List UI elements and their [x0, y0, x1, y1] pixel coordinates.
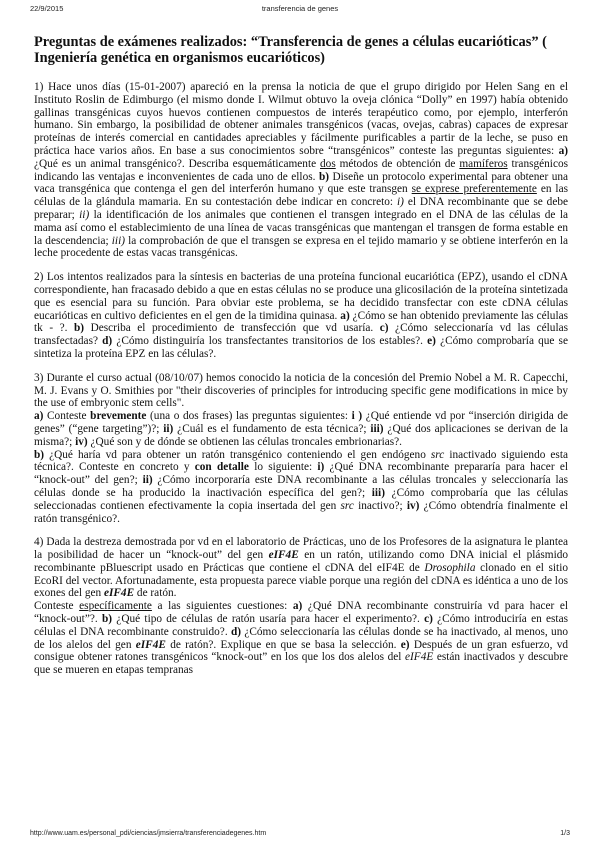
page-number: 1/3: [560, 830, 570, 837]
question-2: 2) Los intentos realizados para la síntesis en bacterias de una proteína funcional eucariótica (EPZ), usando el cDNA correspondiente, han fracasado debido a que en estas células no se produce una glicosilación de la proteína sintetizada que es esencial para su función. Para obviar este problema, se ha decidido transfectar con este cDNA células eucarióticas en cultivo deficientes en el gen de la timidina quinasa. a) ¿Cómo se han obtenido previamente las células tk - ?. b) Describa el procedimiento de transfección que vd usaría. c) ¿Cómo seleccionaría vd las células transfectadas? d) ¿Cómo distinguiría los transfectantes transitorios de los estables?. e) ¿Cómo comprobaría que se sintetiza la proteína EPZ en las células?.: [34, 271, 569, 360]
print-page-title: transferencia de genes: [261, 4, 339, 13]
question-1: 1) Hace unos días (15-01-2007) apareció en la prensa la noticia de que el grupo dirigido por Helen Sang en el Instituto Roslin de Edimburgo (el mismo donde I. Wilmut obtuvo la oveja clónica “Dolly” en 1997) había obtenido gallinas transgénicas cuyos huevos contienen compuestos de interés terapéutico como, por ejemplo, interferón humano. Sin embargo, la posibilidad de obtener animales transgénicos (vacas, ovejas, cabras) capaces de expresar proteínas de interés comercial en cantidades apreciables y fácilmente purificables a partir de la leche, se puso en práctica hace varios años. En base a sus conocimientos sobre “transgénicos” conteste las preguntas siguientes: a) ¿Qué es un animal transgénico?. Describa esquemáticamente dos métodos de obtención de mamíferos transgénicos indicando las ventajas e inconvenientes de cada uno de ellos. b) Diseñe un protocolo experimental para obtener una vaca transgénica que contenga el gen del interferón humano y que este transgen se exprese preferentemente en las células de la glándula mamaria. En su contestación debe indicar en concreto: i) el DNA recombinante que se debe preparar; ii) la identificación de los animales que contienen el transgen integrado en el DNA de las células de la mama así como el establecimiento de una línea de vacas transgénicas que mantengan el transgen de forma estable en la descendencia; iii) la comprobación de que el transgen se expresa en el tejido mamario y se obtiene interferón en la leche procedente de estas vacas transgénicas.: [34, 81, 569, 260]
document-title: Preguntas de exámenes realizados: “Transferencia de genes a células eucarióticas” ( Ingeniería genética en organismos eucarióticos): [34, 34, 547, 66]
print-footer: [0, 830, 600, 842]
print-date: 22/9/2015: [30, 4, 64, 13]
document-body: [34, 34, 568, 677]
question-4: 4) Dada la destreza demostrada por vd en el laboratorio de Prácticas, uno de los Profesores de la asignatura le plantea la posibilidad de hacer un “knock-out” del gen eIF4E en un ratón, utilizando como DNA inicial el plásmido recombinante pBluescript usado en Prácticas que contiene el cDNA del eIF4E de Drosophila clonado en el sitio EcoRI del vector. Afortunadamente, esta propuesta parece viable porque una región del cDNA es idéntica a uno de los exones del gen eIF4E de ratón. Conteste específicamente a las siguientes cuestiones: a) ¿Qué DNA recombinante construiría vd para hacer el “knock-out”?. b) ¿Qué tipo de células de ratón usaría para hacer el experimento?. c) ¿Cómo introduciría en estas células el DNA recombinante construido?. d) ¿Cómo seleccionaría las células donde se ha inactivado, al menos, uno de los alelos del gen eIF4E de ratón?. Explique en que se basa la selección. e) Después de un gran esfuerzo, vd consigue obtener ratones transgénicos “knock-out” en los que los dos alelos del eIF4E están inactivados y descubre que se mueren en etapas tempranas: [34, 536, 569, 677]
print-header: [0, 4, 600, 18]
source-url: http://www.uam.es/personal_pdi/ciencias/jmsierra/transferenciadegenes.htm: [30, 830, 267, 837]
question-3: 3) Durante el curso actual (08/10/07) hemos conocido la noticia de la concesión del Premio Nobel a M. R. Capecchi, M. J. Evans y O. Smithies por "their discoveries of principles for introducing specific gene modifications in mice by the use of embryonic stem cells". a) Conteste brevemente (una o dos frases) las preguntas siguientes: i ) ¿Qué entiende vd por “inserción dirigida de genes” (“gene targeting”)?; ii) ¿Cuál es el fundamento de esta técnica?; iii) ¿Qué dos aplicaciones se derivan de la misma?; iv) ¿Qué son y de dónde se obtienen las células troncales embrionarias?. b) ¿Qué haría vd para obtener un ratón transgénico conteniendo el gen endógeno src inactivado siguiendo esta técnica?. Conteste en concreto y con detalle lo siguiente: i) ¿Qué DNA recombinante prepararía para hacer el “knock-out” del gen?; ii) ¿Cómo incorporaría este DNA recombinante a las células troncales y seleccionaría las células donde se ha producido la inactivación específica del gen?; iii) ¿Cómo comprobaría que las células seleccionadas contienen efectivamente la copia insertada del gen src inactivo?; iv) ¿Cómo obtendría finalmente el ratón transgénico?.: [34, 371, 569, 525]
